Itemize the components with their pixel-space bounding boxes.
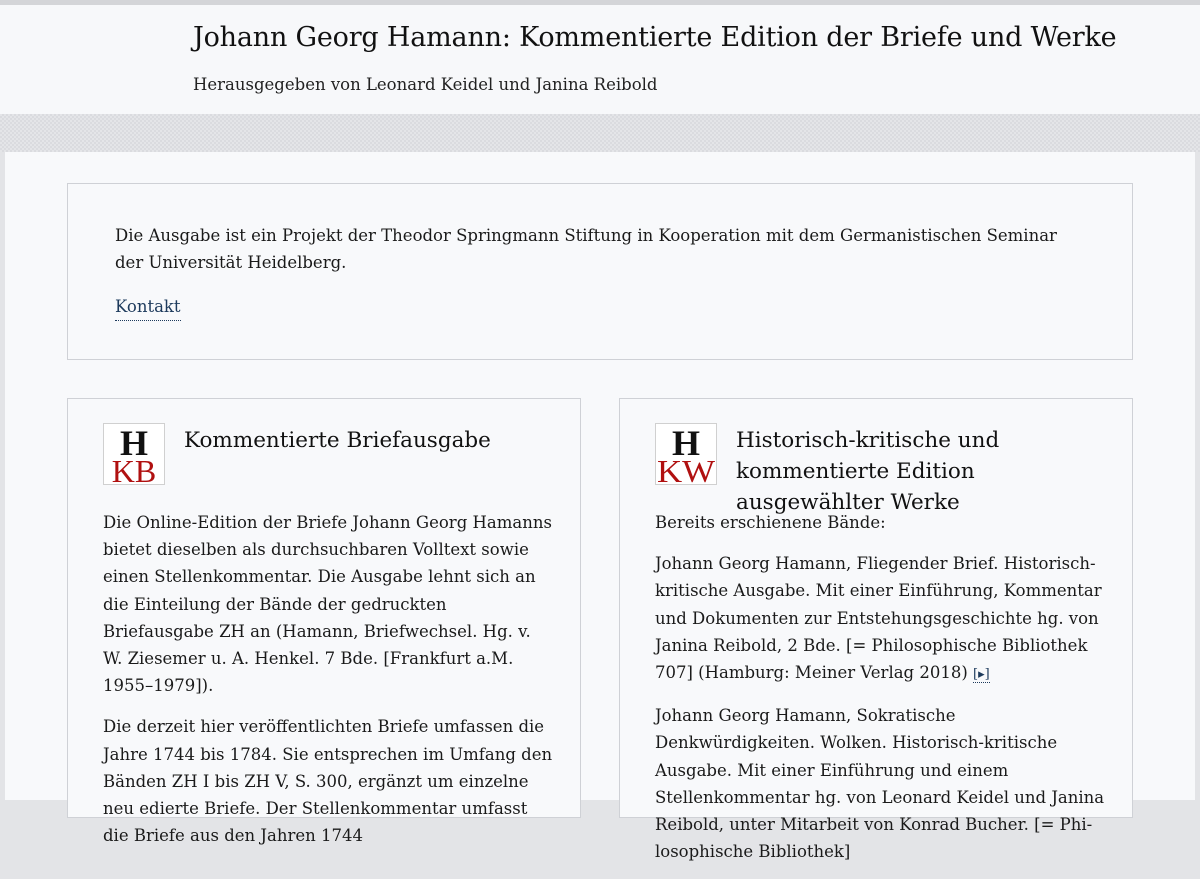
book-1-link[interactable]: [▸] — [973, 667, 990, 683]
intro-box — [67, 183, 1133, 360]
hkb-logo-icon[interactable] — [103, 423, 165, 485]
intro-text: Die Ausgabe ist ein Projekt der Theodor Springmann Stiftung in Kooperation mit dem Germanistischen Seminar der Universität Heidelberg. — [115, 226, 1057, 272]
contact-link[interactable]: Kontakt — [115, 293, 181, 321]
site-header — [0, 5, 1200, 115]
works-intro: Bereits erschienene Bände: — [655, 513, 886, 532]
works-card-title[interactable]: Historisch-kritische und kommentierte Edition ausgewählter Werke — [736, 428, 1000, 515]
main-content — [5, 152, 1195, 862]
site-subtitle: Herausgegeben von Leonard Keidel und Janina Reibold — [193, 75, 658, 94]
works-card — [619, 398, 1133, 862]
works-book-2-text: Johann Georg Hamann, Sokratische Denkwürdigkeiten. Wolken. Historisch-kritische Ausgabe. Mit einer Einführung und einem Stellenkommentar hg. von Leonard Keidel und Janina Reibold, unter Mitarbeit von Konrad Bucher. [= Philosophische Bibliothek] — [655, 706, 1105, 862]
letters-card-body — [103, 509, 553, 863]
letters-card — [67, 398, 581, 846]
works-book-entry — [655, 550, 1105, 688]
works-logo-bottom: KW — [657, 453, 716, 484]
header-pattern-band — [0, 114, 1200, 152]
letters-logo-top: H — [119, 424, 149, 463]
works-book-1-text: Johann Georg Hamann, Fliegender Brief. Historisch-kritische Ausgabe. Mit einer Einführung, Kommentar und Dokumenten zur Entstehungsgeschichte hg. von Janina Reibold, 2 Bde. [= Philosophische Bibliothek 707] (Hamburg: Meiner Verlag 2018) — [655, 554, 1102, 683]
hkw-logo-icon[interactable] — [655, 423, 717, 485]
letters-logo-bottom: KB — [111, 453, 157, 484]
letters-paragraph: Die derzeit hier veröffentlichten Briefe umfassen die Jahre 1744 bis 1784. Sie entsprechen im Umfang den Bänden ZH I bis ZH V, S. 300, ergänzt um einzelne neu edierte Briefe. Der Stellenkommentar umfasst die Briefe aus den Jahren 1744 — [103, 717, 553, 846]
works-book-entry — [655, 702, 1105, 865]
works-logo-top: H — [671, 424, 701, 463]
site-title[interactable]: Johann Georg Hamann: Kommentierte Edition der Briefe und Werke — [193, 22, 1117, 53]
letters-card-title[interactable]: Kommentierte Briefausgabe — [184, 428, 491, 453]
works-card-body — [655, 509, 1105, 879]
letters-paragraph: Die Online-Edition der Briefe Johann Georg Hamanns bietet dieselben als durchsuchbaren Volltext sowie einen Stellenkommentar. Die Ausgabe lehnt sich an die Einteilung der Bände der gedruckten Briefausgabe ZH an (Hamann, Briefwechsel. Hg. v. W. Ziesemer u. A. Henkel. 7 Bde. [Frankfurt a.M. 1955–1979]). — [103, 513, 552, 696]
